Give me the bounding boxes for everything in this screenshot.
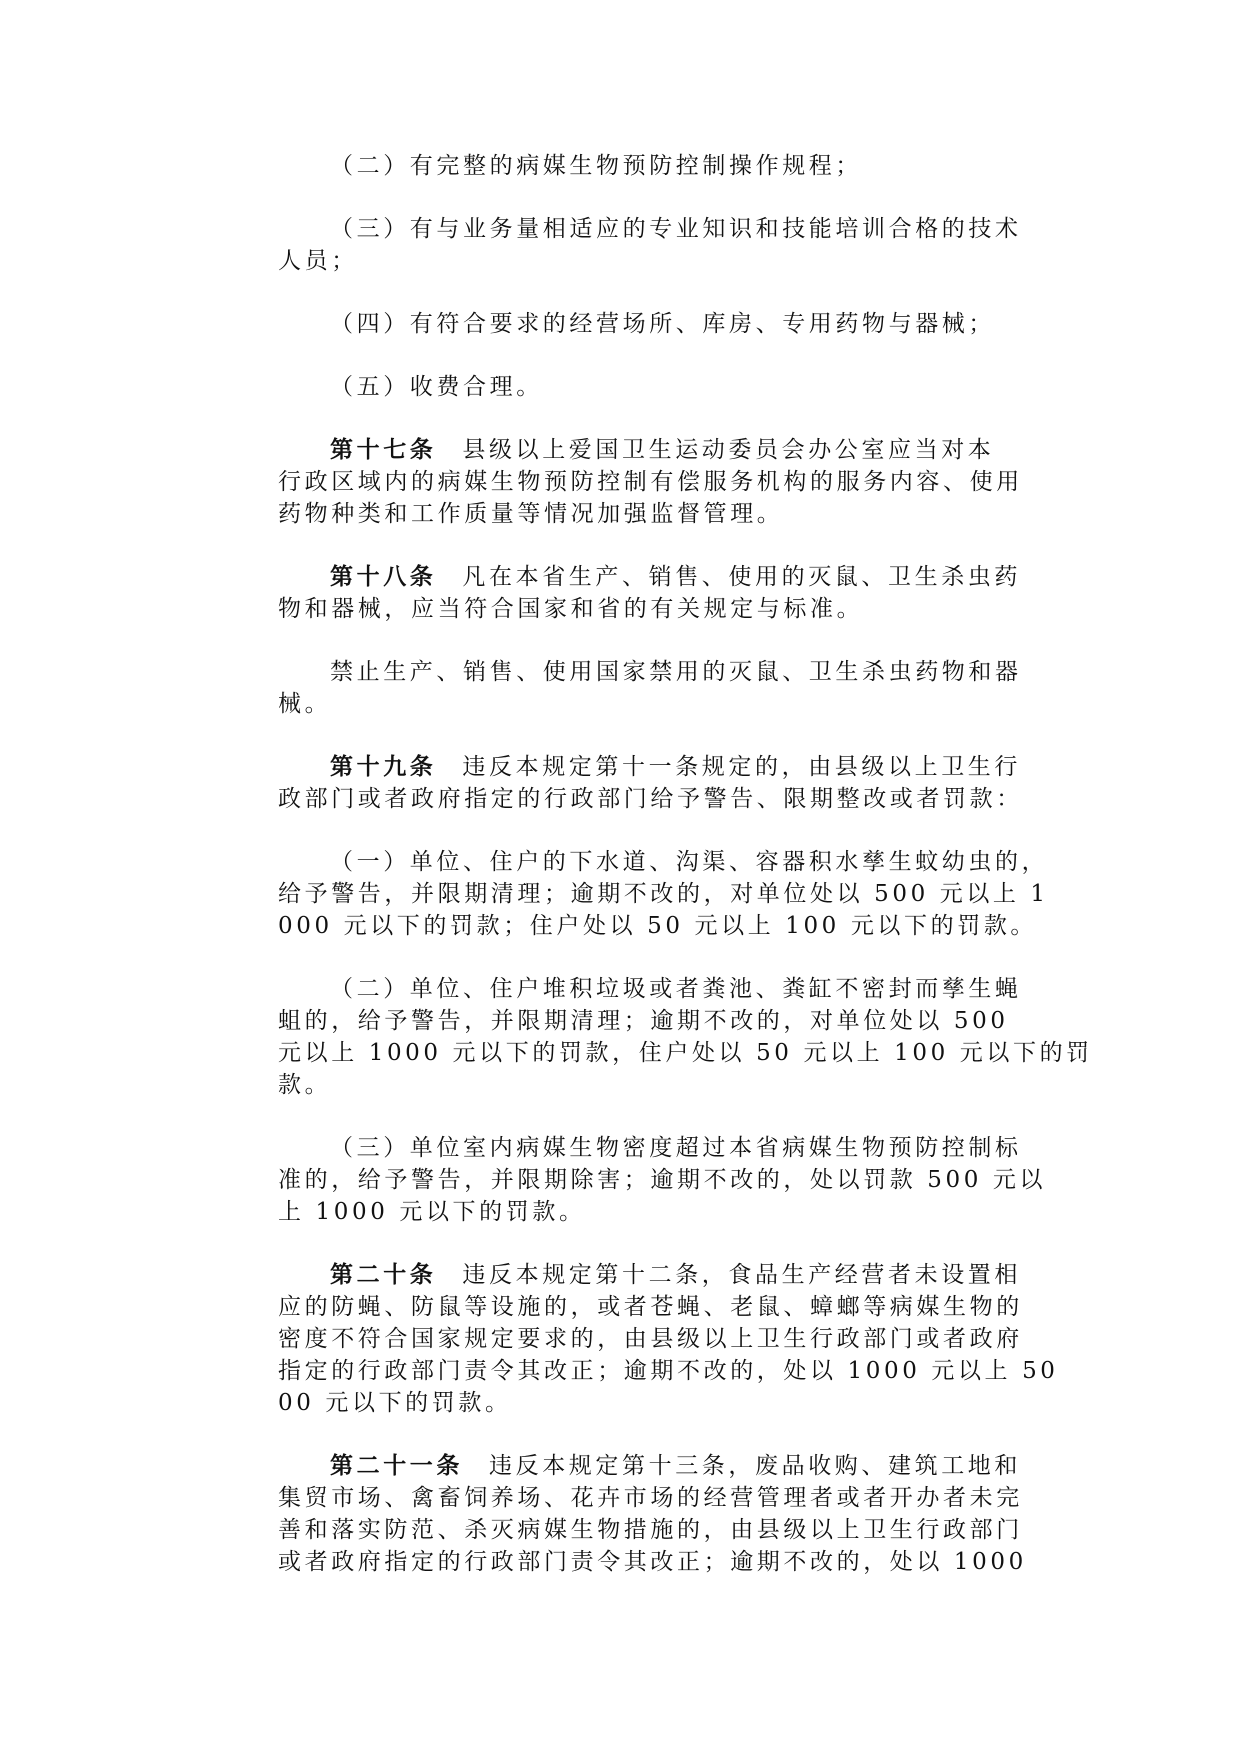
article-18-prohibition — [278, 656, 1022, 720]
article-21 — [278, 1450, 1027, 1578]
text-line: 款。 — [278, 1072, 332, 1098]
text-line: 或者政府指定的行政部门责令其改正；逾期不改的，处以 1000 — [278, 1549, 1027, 1575]
text-line: 00 元以下的罚款。 — [278, 1390, 512, 1416]
clause-4 — [278, 308, 995, 340]
clause-3 — [278, 213, 1022, 277]
text-line: 禁止生产、销售、使用国家禁用的灭鼠、卫生杀虫药物和器 — [330, 659, 1022, 685]
text-line: （四）有符合要求的经营场所、库房、专用药物与器械； — [330, 311, 995, 337]
text-line: 违反本规定第十三条，废品收购、建筑工地和 — [489, 1453, 1021, 1479]
text-line: 应的防蝇、防鼠等设施的，或者苍蝇、老鼠、蟑螂等病媒生物的 — [278, 1294, 1023, 1320]
clause-5 — [278, 371, 968, 403]
text-line: 械。 — [278, 691, 332, 717]
article-heading: 第十八条 — [330, 563, 437, 590]
text-line: 违反本规定第十一条规定的，由县级以上卫生行 — [462, 754, 1022, 780]
text-line: （二）有完整的病媒生物预防控制操作规程； — [330, 153, 862, 179]
text-line: （一）单位、住户的下水道、沟渠、容器积水孳生蚊幼虫的， — [330, 849, 1049, 875]
text-line: 凡在本省生产、销售、使用的灭鼠、卫生杀虫药 — [462, 564, 1022, 590]
text-line: （五）收费合理。 — [330, 374, 543, 400]
article-19 — [278, 751, 1023, 815]
text-line: 行政区域内的病媒生物预防控制有偿服务机构的服务内容、使用 — [278, 469, 1023, 495]
text-line: 000 元以下的罚款；住户处以 50 元以上 100 元以下的罚款。 — [278, 913, 1038, 939]
text-line: 政部门或者政府指定的行政部门给予警告、限期整改或者罚款： — [278, 786, 1023, 812]
text-line: （三）单位室内病媒生物密度超过本省病媒生物预防控制标 — [330, 1135, 1022, 1161]
text-line: 集贸市场、禽畜饲养场、花卉市场的经营管理者或者开办者未完 — [278, 1485, 1023, 1511]
article-19-clause-1 — [278, 846, 1049, 942]
text-line: （二）单位、住户堆积垃圾或者粪池、粪缸不密封而孳生蝇 — [330, 976, 1022, 1002]
text-line: 上 1000 元以下的罚款。 — [278, 1199, 586, 1225]
text-line: 元以上 1000 元以下的罚款，住户处以 50 元以上 100 元以下的罚 — [278, 1040, 1093, 1066]
article-heading: 第十九条 — [330, 753, 437, 780]
text-line: 县级以上爱国卫生运动委员会办公室应当对本 — [462, 437, 995, 463]
document-page — [278, 150, 1093, 1609]
text-line: 药物种类和工作质量等情况加强监督管理。 — [278, 501, 784, 527]
article-heading: 第二十一条 — [330, 1452, 463, 1479]
text-line: 指定的行政部门责令其改正；逾期不改的，处以 1000 元以上 50 — [278, 1358, 1059, 1384]
text-line: 善和落实防范、杀灭病媒生物措施的，由县级以上卫生行政部门 — [278, 1517, 1023, 1543]
text-line: 人员； — [278, 248, 358, 274]
text-line: 物和器械，应当符合国家和省的有关规定与标准。 — [278, 596, 864, 622]
clause-2 — [278, 150, 968, 182]
article-19-clause-2 — [278, 973, 1093, 1101]
text-line: 密度不符合国家规定要求的，由县级以上卫生行政部门或者政府 — [278, 1326, 1023, 1352]
article-heading: 第二十条 — [330, 1261, 437, 1288]
text-line: 违反本规定第十二条，食品生产经营者未设置相 — [462, 1262, 1022, 1288]
text-line: 蛆的，给予警告，并限期清理；逾期不改的，对单位处以 500 — [278, 1008, 1009, 1034]
article-20 — [278, 1259, 1059, 1419]
text-line: （三）有与业务量相适应的专业知识和技能培训合格的技术 — [330, 216, 1022, 242]
article-19-clause-3 — [278, 1132, 1047, 1228]
article-18 — [278, 561, 1022, 625]
article-heading: 第十七条 — [330, 436, 437, 463]
article-17 — [278, 434, 1023, 530]
text-line: 准的，给予警告，并限期除害；逾期不改的，处以罚款 500 元以 — [278, 1167, 1047, 1193]
text-line: 给予警告，并限期清理；逾期不改的，对单位处以 500 元以上 1 — [278, 881, 1049, 907]
